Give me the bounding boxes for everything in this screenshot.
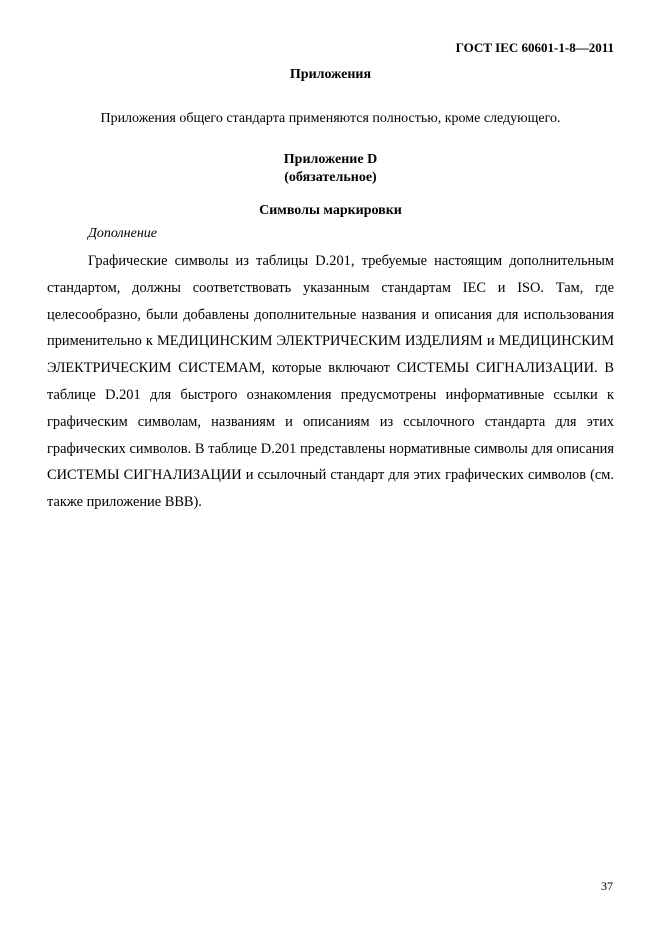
annex-title: Приложение D [283,152,378,167]
annex-status: (обязательное) [284,170,377,185]
addition-label: Дополнение [88,226,157,241]
body-paragraph: Графические символы из таблицы D.201, требуемые настоящим дополнительным стандартом, должны соответствовать указанным стандартам IEC и ISO. Там, где целесообразно, были добавлены дополнительные названия и описания для использования применительно к МЕДИЦИНСКИМ ЭЛЕКТРИЧЕСКИМ ИЗДЕЛИЯМ и МЕДИЦИНСКИМ ЭЛЕКТРИЧЕСКИМ СИСТЕМАМ, которые включают СИСТЕМЫ СИГНАЛИЗАЦИИ. В таблице D.201 для быстрого ознакомления предусмотрены информативные ссылки к графическим символам, названиям и описаниям из ссылочного стандарта для этих графических символов. В таблице D.201 представлены нормативные символы для описания СИСТЕМЫ СИГНАЛИЗАЦИИ и ссылочный стандарт для этих графических символов (см. также приложение ВВВ). [47,253,614,511]
annex-subtitle: Символы маркировки [259,203,402,218]
standard-header: ГОСТ IEC 60601-1-8—2011 [455,40,614,55]
section-title: Приложения [289,67,372,82]
intro-paragraph: Приложения общего стандарта применяются полностью, кроме следующего. [100,111,561,126]
page-number: 37 [601,879,613,893]
